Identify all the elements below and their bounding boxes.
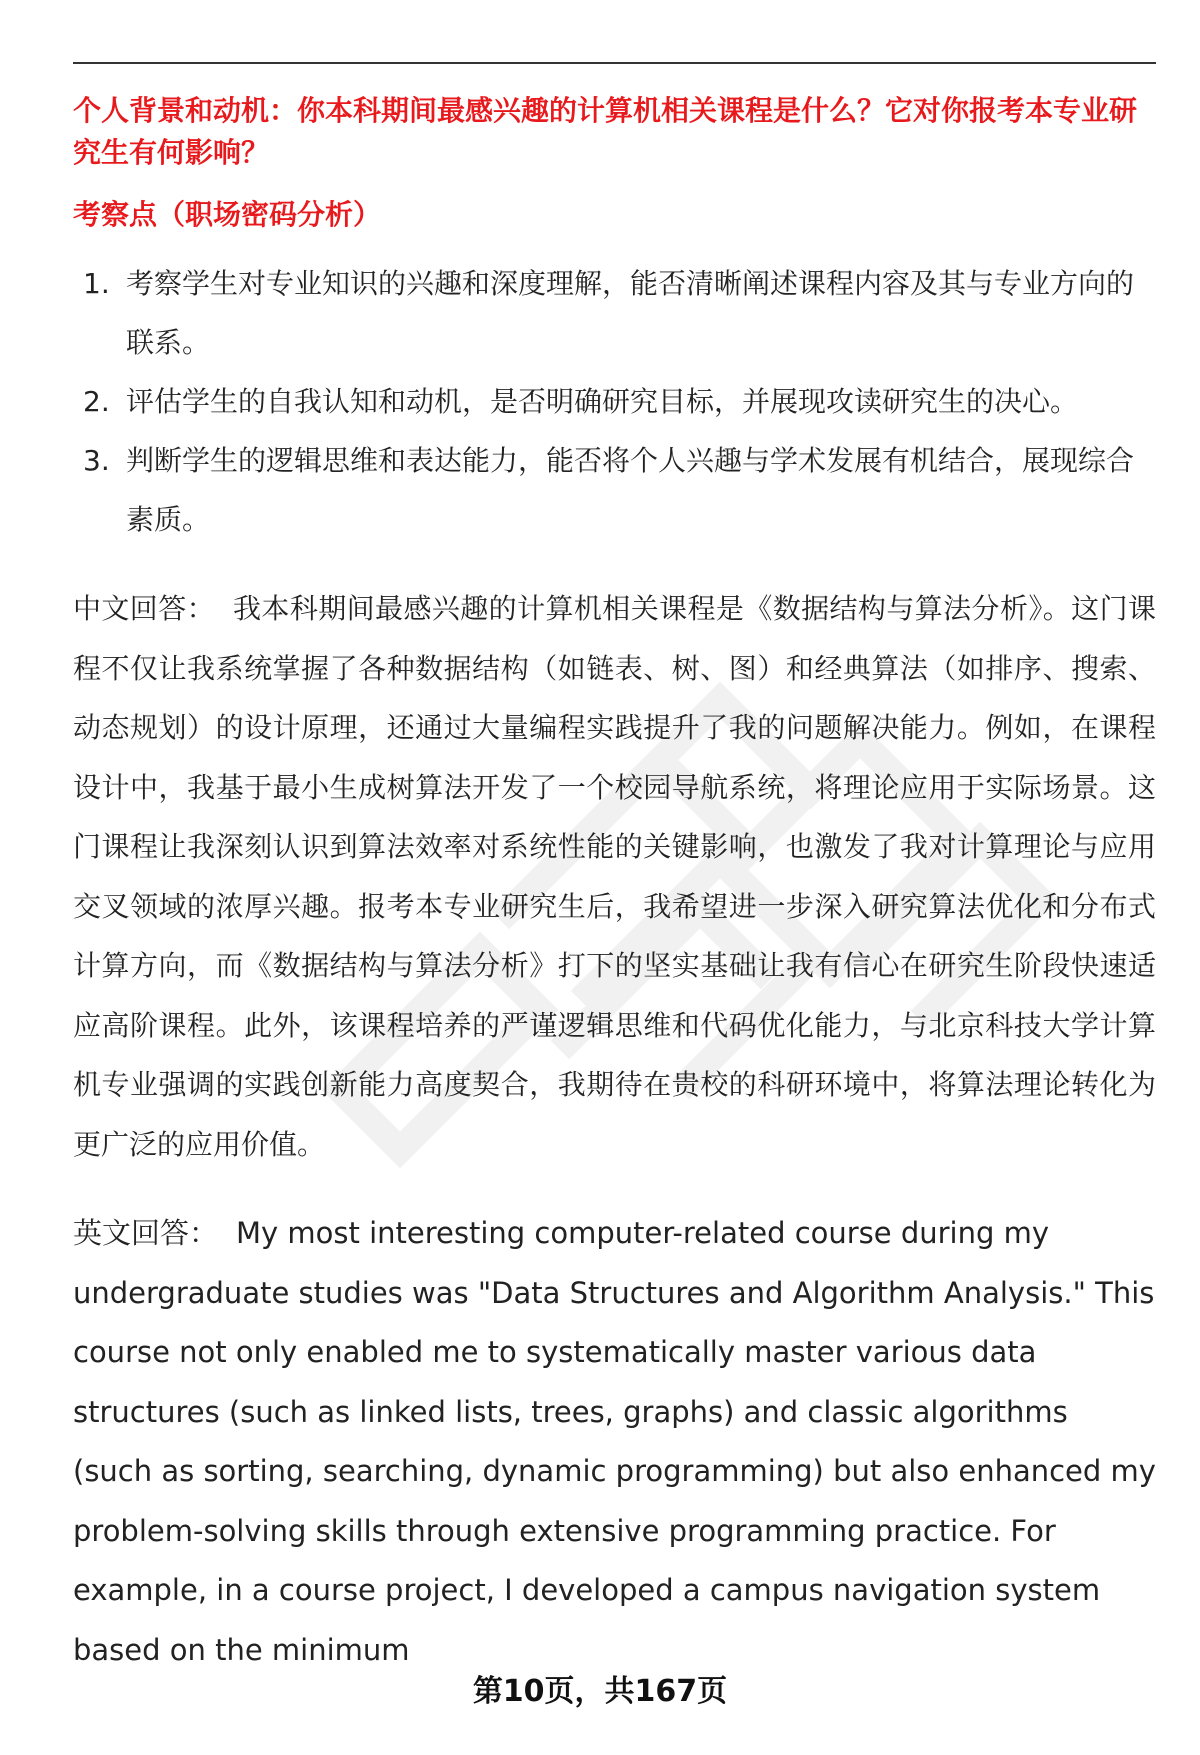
document-page	[73, 62, 1156, 1680]
english-answer	[73, 1204, 1156, 1680]
page-number: 第10页，共167页	[472, 1674, 728, 1709]
point-text: 考察学生对专业知识的兴趣和深度理解，能否清晰阐述课程内容及其与专业方向的联系。	[126, 267, 1135, 359]
header-rule	[73, 62, 1156, 64]
assessment-title: 考察点（职场密码分析）	[73, 198, 382, 231]
chinese-answer-text: 我本科期间最感兴趣的计算机相关课程是《数据结构与算法分析》。这门课程不仅让我系统掌握了各种数据结构（如链表、树、图）和经典算法（如排序、搜索、动态规划）的设计原理，还通过大量编程实践提升了我的问题解决能力。例如，在课程设计中，我基于最小生成树算法开发了一个校园导航系统，将理论应用于实际场景。这门课程让我深刻认识到算法效率对系统性能的关键影响，也激发了我对计算理论与应用交叉领域的浓厚兴趣。报考本专业研究生后，我希望进一步深入研究算法优化和分布式计算方向，而《数据结构与算法分析》打下的坚实基础让我有信心在研究生阶段快速适应高阶课程。此外，该课程培养的严谨逻辑思维和代码优化能力，与北京科技大学计算机专业强调的实践创新能力高度契合，我期待在贵校的科研环境中，将算法理论转化为更广泛的应用价值。	[73, 592, 1156, 1161]
english-answer-text: My most interesting computer-related course during my undergraduate studies was "Data Structures and Algorithm Analysis." This course not only enabled me to systematically master various data structures (such as linked lists, trees, graphs) and classic algorithms (such as sorting, searching, dynamic programming) but also enhanced my problem-solving skills through extensive programming practice. For example, in a course project, I developed a campus navigation system based on the minimum	[73, 1216, 1156, 1667]
english-answer-label: 英文回答：	[73, 1216, 219, 1250]
point-number: 1.	[83, 267, 110, 300]
chinese-answer	[73, 579, 1156, 1174]
point-text: 判断学生的逻辑思维和表达能力，能否将个人兴趣与学术发展有机结合，展现综合素质。	[126, 444, 1135, 536]
point-number: 2.	[83, 385, 110, 418]
question-heading: 个人背景和动机：你本科期间最感兴趣的计算机相关课程是什么？它对你报考本专业研究生有何影响？	[73, 94, 1138, 169]
assessment-point	[73, 254, 1156, 372]
assessment-point	[73, 431, 1156, 549]
assessment-point	[73, 372, 1156, 431]
chinese-answer-label: 中文回答：	[73, 592, 216, 625]
point-number: 3.	[83, 444, 110, 477]
assessment-points-list	[73, 254, 1156, 549]
point-text: 评估学生的自我认知和动机，是否明确研究目标，并展现攻读研究生的决心。	[126, 385, 1079, 418]
